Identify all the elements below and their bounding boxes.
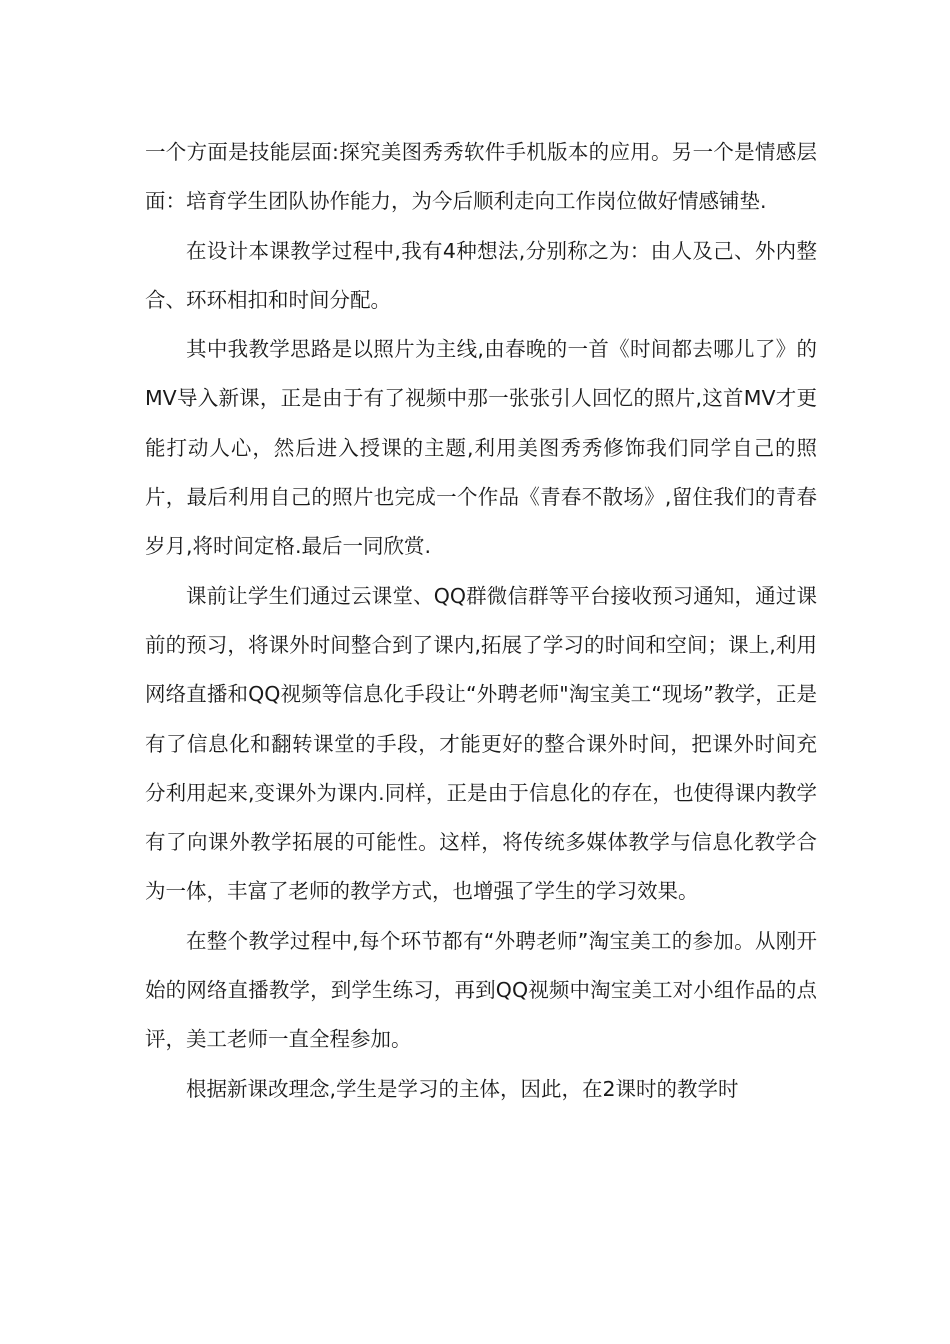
paragraph-design-ideas: 在设计本课教学过程中,我有4种想法,分别称之为：由人及己、外内整合、环环相扣和时间分配。 <box>145 238 817 312</box>
paragraph-skills-emotion: 一个方面是技能层面:探究美图秀秀软件手机版本的应用。另一个是情感层面：培育学生团队协作能力，为今后顺利走向工作岗位做好情感铺垫. <box>145 140 817 214</box>
paragraph-teaching-approach: 其中我教学思路是以照片为主线,由春晚的一首《时间都去哪儿了》的MV导入新课，正是由于有了视频中那一张张引人回忆的照片,这首MV才更能打动人心，然后进入授课的主题,利用美图秀秀修饰我们同学自己的照片，最后利用自己的照片也完成一个作品《青春不散场》,留住我们的青春岁月,将时间定格.最后一同欣赏. <box>145 337 817 559</box>
paragraph-new-curriculum: 根据新课改理念,学生是学习的主体，因此，在2课时的教学时 <box>186 1076 739 1101</box>
document-body <box>145 128 817 1114</box>
paragraph-guest-teacher: 在整个教学过程中,每个环节都有“外聘老师”淘宝美工的参加。从刚开始的网络直播教学，到学生练习，再到QQ视频中淘宝美工对小组作品的点评，美工老师一直全程参加。 <box>145 928 817 1052</box>
paragraph-pre-class: 课前让学生们通过云课堂、QQ群微信群等平台接收预习通知，通过课前的预习，将课外时间整合到了课内,拓展了学习的时间和空间；课上,利用网络直播和QQ视频等信息化手段让“外聘老师"淘宝美工“现场”教学，正是有了信息化和翻转课堂的手段，才能更好的整合课外时间，把课外时间充分利用起来,变课外为课内.同样，正是由于信息化的存在，也使得课内教学有了向课外教学拓展的可能性。这样，将传统多媒体教学与信息化教学合为一体，丰富了老师的教学方式，也增强了学生的学习效果。 <box>145 583 817 904</box>
